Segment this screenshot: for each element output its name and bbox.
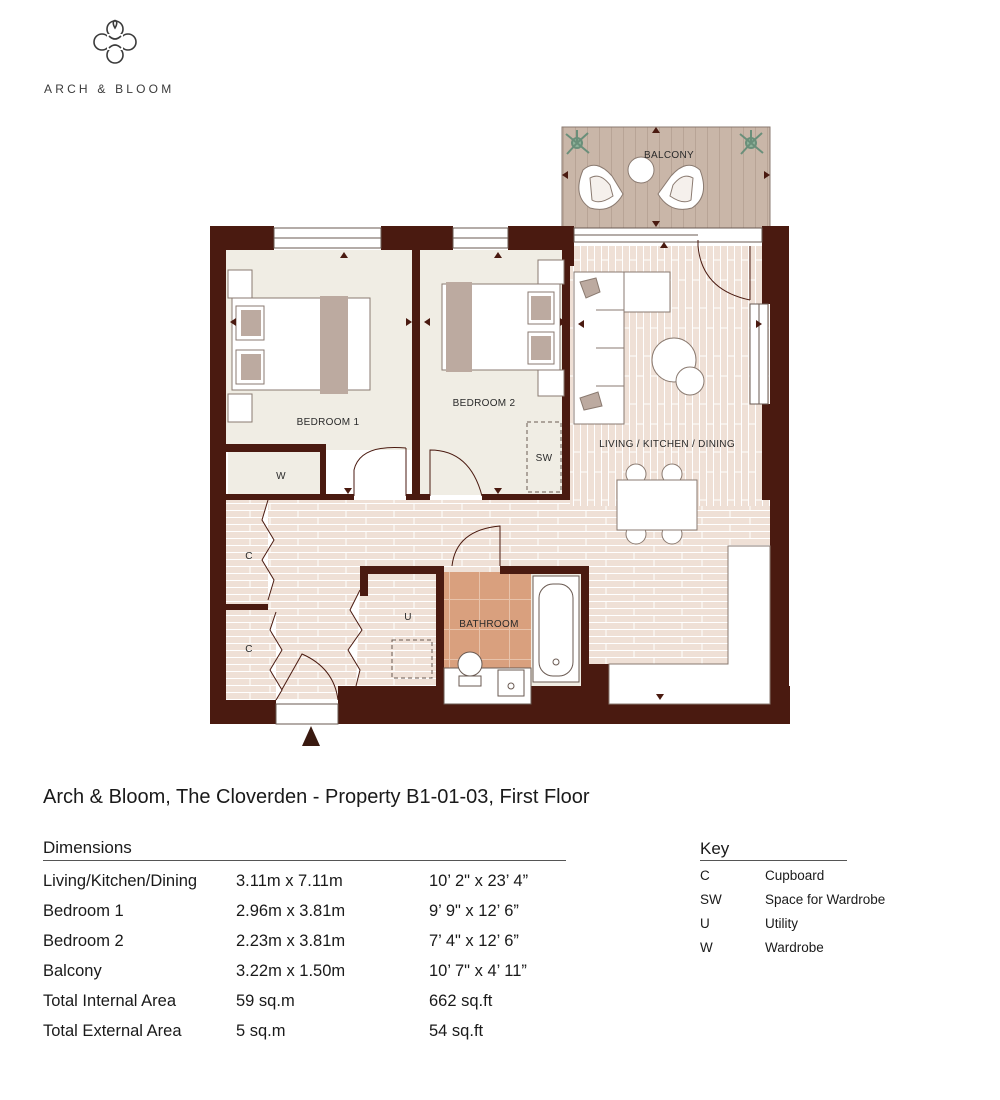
key-row xyxy=(700,911,885,935)
key-row xyxy=(700,887,885,911)
room-label-u: U xyxy=(404,612,412,623)
dimensions-heading: Dimensions xyxy=(43,838,132,857)
dimension-imperial: 662 sq.ft xyxy=(429,991,493,1010)
key-row xyxy=(700,863,885,887)
room-label-bathroom: BATHROOM xyxy=(459,619,519,630)
key-code: W xyxy=(700,939,713,955)
dimension-imperial: 7’ 4" x 12’ 6” xyxy=(429,931,519,950)
dimension-room-name: Bedroom 2 xyxy=(43,931,124,950)
dimension-row xyxy=(43,896,528,926)
key-row xyxy=(700,935,885,959)
dimension-row xyxy=(43,986,528,1016)
property-title: Arch & Bloom, The Cloverden - Property B1-01-03, First Floor xyxy=(43,786,590,808)
wardrobe xyxy=(228,452,320,494)
dimensions-table xyxy=(43,866,528,1046)
dimension-row xyxy=(43,866,528,896)
dimension-metric: 2.96m x 3.81m xyxy=(236,901,346,920)
room-label-c-lower: C xyxy=(245,644,253,655)
dimension-metric: 3.11m x 7.11m xyxy=(236,871,343,890)
dimension-room-name: Balcony xyxy=(43,961,102,980)
key-code: U xyxy=(700,915,710,931)
dimension-row xyxy=(43,926,528,956)
room-label-bedroom-1: BEDROOM 1 xyxy=(296,417,360,428)
key-code: C xyxy=(700,867,710,883)
dimension-metric: 3.22m x 1.50m xyxy=(236,961,346,980)
dimension-metric: 59 sq.m xyxy=(236,991,295,1010)
key-code: SW xyxy=(700,891,722,907)
key-meaning: Space for Wardrobe xyxy=(765,891,886,907)
dimension-room-name: Bedroom 1 xyxy=(43,901,124,920)
balcony xyxy=(562,127,770,228)
dimension-room-name: Living/Kitchen/Dining xyxy=(43,871,198,890)
room-label-balcony: BALCONY xyxy=(644,150,694,161)
dimension-imperial: 9’ 9" x 12’ 6” xyxy=(429,901,519,920)
dimension-metric: 5 sq.m xyxy=(236,1021,286,1040)
dimension-room-name: Total External Area xyxy=(43,1021,182,1040)
key-divider xyxy=(700,860,847,861)
key-table xyxy=(700,863,885,959)
room-label-bedroom-2: BEDROOM 2 xyxy=(452,398,516,409)
dimension-imperial: 54 sq.ft xyxy=(429,1021,484,1040)
dimensions-divider xyxy=(43,860,566,861)
room-label-living: LIVING / KITCHEN / DINING xyxy=(599,439,735,450)
key-heading: Key xyxy=(700,839,730,858)
brand-name: ARCH & BLOOM xyxy=(44,82,175,96)
dimension-row xyxy=(43,956,528,986)
key-meaning: Cupboard xyxy=(765,867,825,883)
room-label-c-upper: C xyxy=(245,551,253,562)
key-meaning: Utility xyxy=(765,915,798,931)
dimension-room-name: Total Internal Area xyxy=(43,991,176,1010)
room-label-w: W xyxy=(276,471,286,482)
entrance-arrow-icon xyxy=(302,726,320,746)
dimension-imperial: 10’ 2" x 23’ 4” xyxy=(429,871,529,890)
dimension-row xyxy=(43,1016,528,1046)
dimension-metric: 2.23m x 3.81m xyxy=(236,931,346,950)
key-meaning: Wardrobe xyxy=(765,939,824,955)
room-label-sw: SW xyxy=(535,453,553,464)
dimension-imperial: 10’ 7" x 4’ 11” xyxy=(429,961,527,980)
